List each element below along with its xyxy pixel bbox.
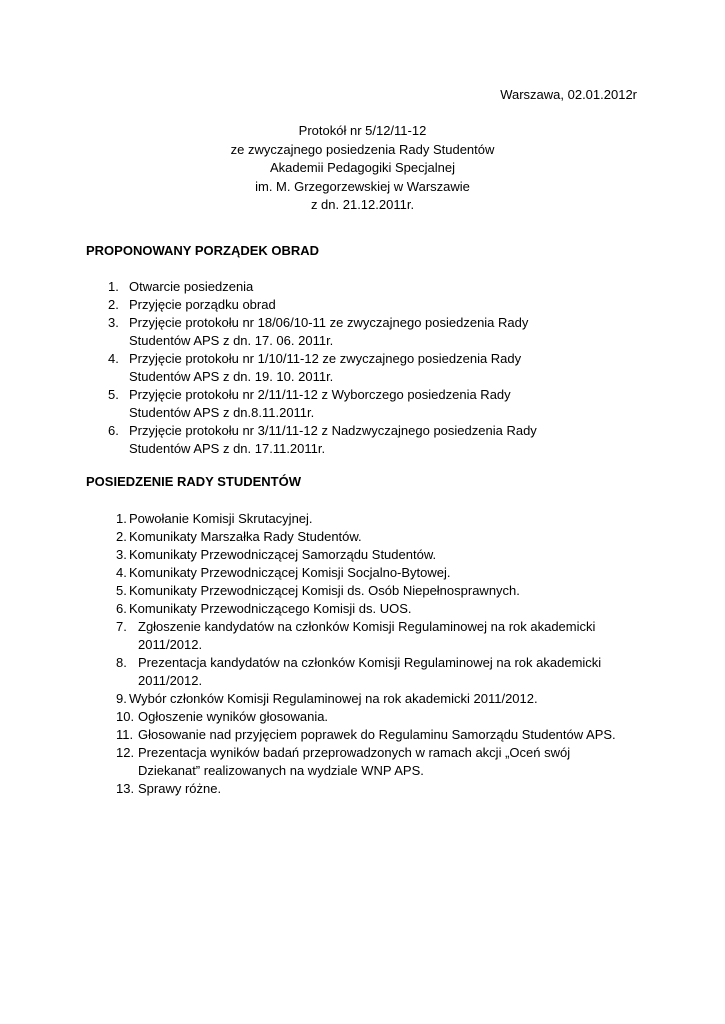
item-text-continuation: Studentów APS z dn. 17.11.2011r. [129,441,326,456]
item-number: 1. [116,511,127,526]
title-line-protocol-number: Protokół nr 5/12/11-12 [298,123,427,138]
item-text: Przyjęcie protokołu nr 1/10/11-12 ze zwyczajnego posiedzenia Rady [129,351,522,366]
item-text: Powołanie Komisji Skrutacyjnej. [129,511,313,526]
item-number: 7. [116,619,127,634]
title-line-meeting-type: ze zwyczajnego posiedzenia Rady Studentów [230,141,495,157]
item-text: Przyjęcie protokołu nr 18/06/10-11 ze zwyczajnego posiedzenia Rady [129,315,529,330]
list-item [86,600,646,618]
item-number: 10. [116,709,135,724]
list-item [86,726,646,744]
list-item [86,528,646,546]
list-item [86,708,646,726]
list-item [86,386,646,422]
item-number: 1. [108,279,119,294]
title-line-patron: im. M. Grzegorzewskiej w Warszawie [255,178,470,194]
item-text: Sprawy różne. [138,781,222,796]
item-number: 6. [108,423,119,438]
item-number: 8. [116,655,127,670]
item-text-continuation: Studentów APS z dn. 17. 06. 2011r. [129,333,334,348]
item-text-continuation: Studentów APS z dn.8.11.2011r. [129,405,315,420]
item-text-continuation: 2011/2012. [138,637,203,652]
agenda-list [86,278,646,458]
item-number: 4. [108,351,119,366]
title-line-meeting-date: z dn. 21.12.2011r. [310,197,415,212]
list-item [86,564,646,582]
item-number: 3. [116,547,127,562]
item-text: Przyjęcie porządku obrad [129,297,276,312]
item-text: Ogłoszenie wyników głosowania. [138,709,329,724]
list-item [86,546,646,564]
item-number: 4. [116,565,127,580]
item-number: 2. [116,529,127,544]
list-item [86,296,646,314]
item-text: Komunikaty Przewodniczącej Komisji ds. Osób Niepełnosprawnych. [129,583,520,598]
list-item [86,278,646,296]
session-heading: POSIEDZENIE RADY STUDENTÓW [86,474,302,489]
item-number: 3. [108,315,119,330]
item-text: Prezentacja kandydatów na członków Komisji Regulaminowej na rok akademicki [138,655,602,670]
session-list [86,510,646,798]
item-text: Wybór członków Komisji Regulaminowej na rok akademicki 2011/2012. [129,691,538,706]
item-number: 5. [108,387,119,402]
item-text-continuation: Studentów APS z dn. 19. 10. 2011r. [129,369,334,384]
list-item [86,744,646,780]
item-text: Zgłoszenie kandydatów na członków Komisji Regulaminowej na rok akademicki [138,619,596,634]
list-item [86,654,646,690]
document-title-block [0,122,725,215]
item-number: 11. [116,727,134,742]
item-number: 12. [116,745,135,760]
item-number: 2. [108,297,119,312]
item-text: Przyjęcie protokołu nr 2/11/11-12 z Wyborczego posiedzenia Rady [129,387,511,402]
list-item [86,510,646,528]
item-number: 5. [116,583,127,598]
list-item [86,314,646,350]
item-text: Otwarcie posiedzenia [129,279,254,294]
list-item [86,350,646,386]
list-item [86,618,646,654]
item-text: Komunikaty Marszałka Rady Studentów. [129,529,362,544]
item-text: Komunikaty Przewodniczącej Samorządu Studentów. [129,547,437,562]
item-text: Prezentacja wyników badań przeprowadzonych w ramach akcji „Oceń swój [138,745,571,760]
list-item [86,690,646,708]
item-number: 6. [116,601,127,616]
title-line-academy: Akademii Pedagogiki Specjalnej [269,160,455,175]
item-text-continuation: Dziekanat” realizowanych na wydziale WNP APS. [138,763,424,778]
agenda-heading: PROPONOWANY PORZĄDEK OBRAD [86,243,320,258]
item-text: Głosowanie nad przyjęciem poprawek do Regulaminu Samorządu Studentów APS. [138,727,616,742]
item-number: 13. [116,781,135,796]
list-item [86,582,646,600]
item-number: 9. [116,691,127,706]
item-text: Komunikaty Przewodniczącego Komisji ds. UOS. [129,601,412,616]
document-date: Warszawa, 02.01.2012r [500,87,637,102]
list-item [86,422,646,458]
list-item [86,780,646,798]
item-text-continuation: 2011/2012. [138,673,203,688]
item-text: Komunikaty Przewodniczącej Komisji Socjalno-Bytowej. [129,565,451,580]
item-text: Przyjęcie protokołu nr 3/11/11-12 z Nadzwyczajnego posiedzenia Rady [129,423,537,438]
